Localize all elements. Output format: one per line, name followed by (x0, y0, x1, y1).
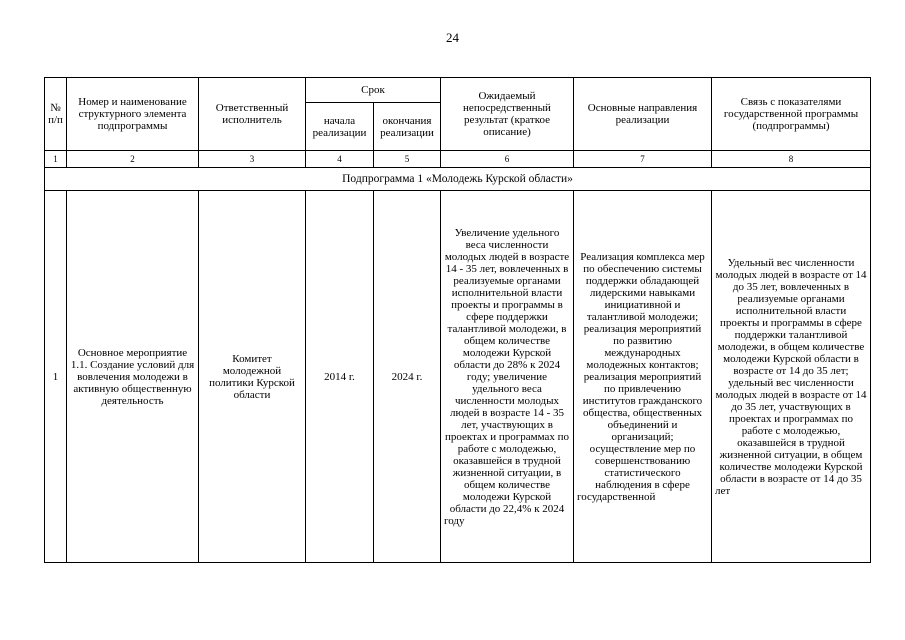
column-numbers-row (45, 151, 871, 168)
column-number: 3 (199, 151, 306, 168)
header-start: начала реализации (306, 103, 374, 151)
subprogram-title: Подпрограмма 1 «Молодежь Курской области» (45, 168, 871, 191)
header-responsible: Ответственный исполнитель (199, 78, 306, 151)
row-responsible: Комитет молодежной политики Курской области (199, 191, 306, 563)
page-number: 24 (446, 30, 459, 45)
column-number: 8 (712, 151, 871, 168)
header-num: № п/п (45, 78, 67, 151)
program-table (44, 77, 871, 563)
header-end: окончания реализации (374, 103, 441, 151)
subprogram-row (45, 168, 871, 191)
table-row (45, 191, 871, 563)
header-result: Ожидаемый непосредственный результат (краткое описание) (441, 78, 574, 151)
row-link: Удельный вес численности молодых людей в возрасте от 14 до 35 лет, вовлеченных в реализуемые органами исполнительной власти проекты и программы в сфере поддержки талантливой молодежи, в общем количестве молодежи Курской области в возрасте от 14 до 35 лет; удельный вес численности молодых людей в возрасте от 14 до 35 лет, участвующих в проектах и программах по работе с молодежью, оказавшейся в трудной жизненной ситуации, в общем количестве молодежи Курской области в возрасте от 14 до 35 лет (712, 191, 871, 563)
column-number: 7 (574, 151, 712, 168)
row-end: 2024 г. (374, 191, 441, 563)
row-name: Основное мероприятие 1.1. Создание условий для вовлечения молодежи в активную общественную деятельность (67, 191, 199, 563)
row-start: 2014 г. (306, 191, 374, 563)
header-link: Связь с показателями государственной программы (подпрограммы) (712, 78, 871, 151)
column-number: 4 (306, 151, 374, 168)
row-directions: Реализация комплекса мер по обеспечению системы поддержки обладающей лидерскими навыками инициативной и талантливой молодежи; реализация мероприятий по развитию международных молодежных контактов; реализация мероприятий по привлечению институтов гражданского общества, общественных объединений и организаций; осуществление мер по совершенствованию статистического наблюдения в сфере государственной (574, 191, 712, 563)
column-number: 2 (67, 151, 199, 168)
header-name: Номер и наименование структурного элемента подпрограммы (67, 78, 199, 151)
row-result: Увеличение удельного веса численности молодых людей в возрасте 14 - 35 лет, вовлеченных в реализуемые органами исполнительной власти проекты и программы в сфере поддержки талантливой молодежи, в общем количестве молодежи Курской области до 28% к 2024 году; увеличение удельного веса численности молодых людей в возрасте 14 - 35 лет, участвующих в проектах и программах по работе с молодежью, оказавшейся в трудной жизненной ситуации, в общем количестве молодежи Курской области до 22,4% к 2024 году (441, 191, 574, 563)
column-number: 6 (441, 151, 574, 168)
header-term: Срок (306, 78, 441, 103)
column-number: 5 (374, 151, 441, 168)
header-directions: Основные направления реализации (574, 78, 712, 151)
header-row-1 (45, 78, 871, 103)
row-num: 1 (45, 191, 67, 563)
column-number: 1 (45, 151, 67, 168)
